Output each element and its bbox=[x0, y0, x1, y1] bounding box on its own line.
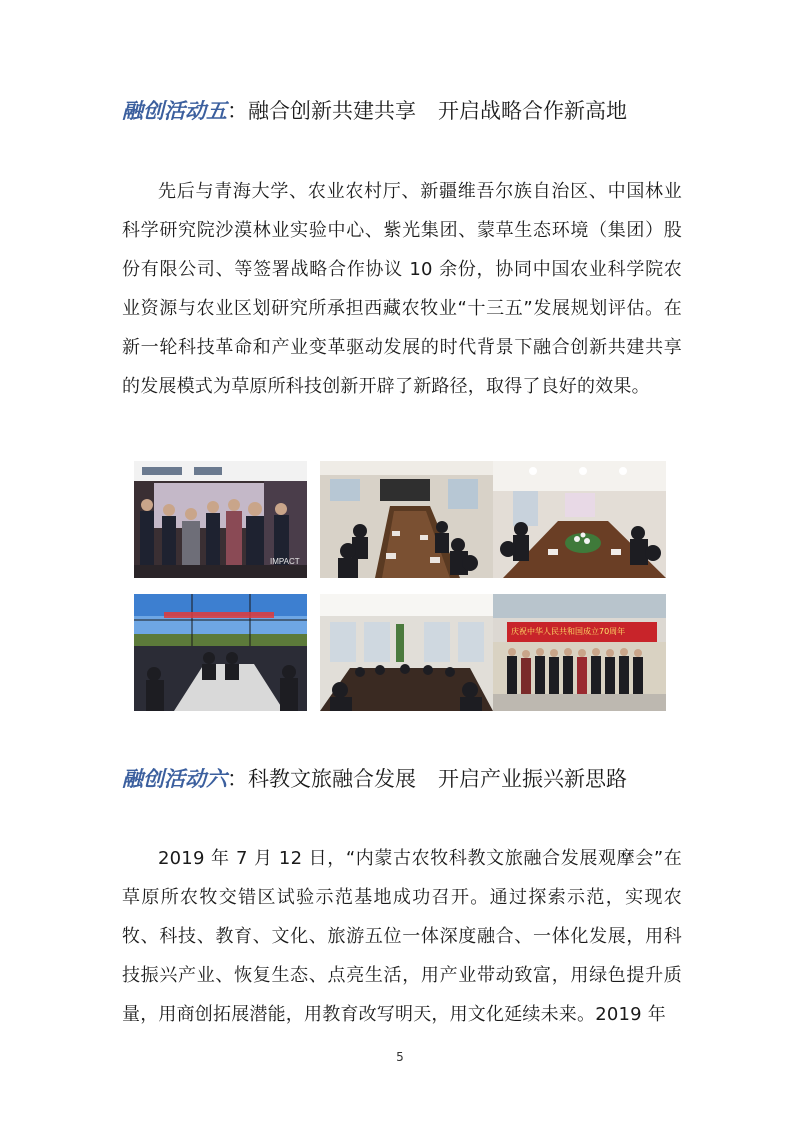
section6-title-part1: 科教文旅融合发展 bbox=[248, 767, 416, 791]
section5-heading bbox=[122, 96, 627, 126]
section6-heading bbox=[122, 764, 627, 794]
group-banner-text: 庆祝中华人民共和国成立70周年 bbox=[511, 627, 626, 636]
photo-meeting-room-long-table bbox=[320, 461, 493, 578]
page-number: 5 bbox=[396, 1050, 404, 1064]
section6-colon: ： bbox=[227, 767, 248, 791]
photo-grid bbox=[134, 461, 666, 711]
signing-banner-text: IMPACT bbox=[270, 557, 300, 566]
section5-title-part1: 融合创新共建共享 bbox=[248, 99, 416, 123]
section5-colon: ： bbox=[227, 99, 248, 123]
section6-paragraph: 2019 年 7 月 12 日，“内蒙古农牧科教文旅融合发展观摩会”在草原所农牧交错区试验示范基地成功召开。通过探索示范，实现农牧、科技、教育、文化、旅游五位一体深度融合、一体化发展，用科技振兴产业、恢复生态、点亮生活，用产业带动致富，用绿色提升质量，用商创拓展潜能，用教育改写明天，用文化延续未来。2019 年 bbox=[122, 848, 682, 1025]
photo-video-conference-screen bbox=[134, 594, 307, 711]
section6-label: 融创活动六 bbox=[122, 766, 227, 791]
photo-signing-ceremony bbox=[134, 461, 307, 578]
section6-title-part2: 开启产业振兴新思路 bbox=[438, 767, 627, 791]
photo-conference-table-flowers bbox=[493, 461, 666, 578]
photo-meeting-room-windows bbox=[320, 594, 493, 711]
section5-paragraph: 先后与青海大学、农业农村厅、新疆维吾尔族自治区、中国林业科学研究院沙漠林业实验中心、紫光集团、蒙草生态环境（集团）股份有限公司、等签署战略合作协议 10 余份，协同中国农业科学院农业资源与农业区划研究所承担西藏农牧业“十三五”发展规划评估。在新一轮科技革命和产业变革驱动发展的时代背景下融合创新共建共享的发展模式为草原所科技创新开辟了新路径，取得了良好的效果。 bbox=[122, 181, 682, 397]
photo-group-banner bbox=[493, 594, 666, 711]
section5-label: 融创活动五 bbox=[122, 98, 227, 123]
section5-title-part2: 开启战略合作新高地 bbox=[438, 99, 627, 123]
